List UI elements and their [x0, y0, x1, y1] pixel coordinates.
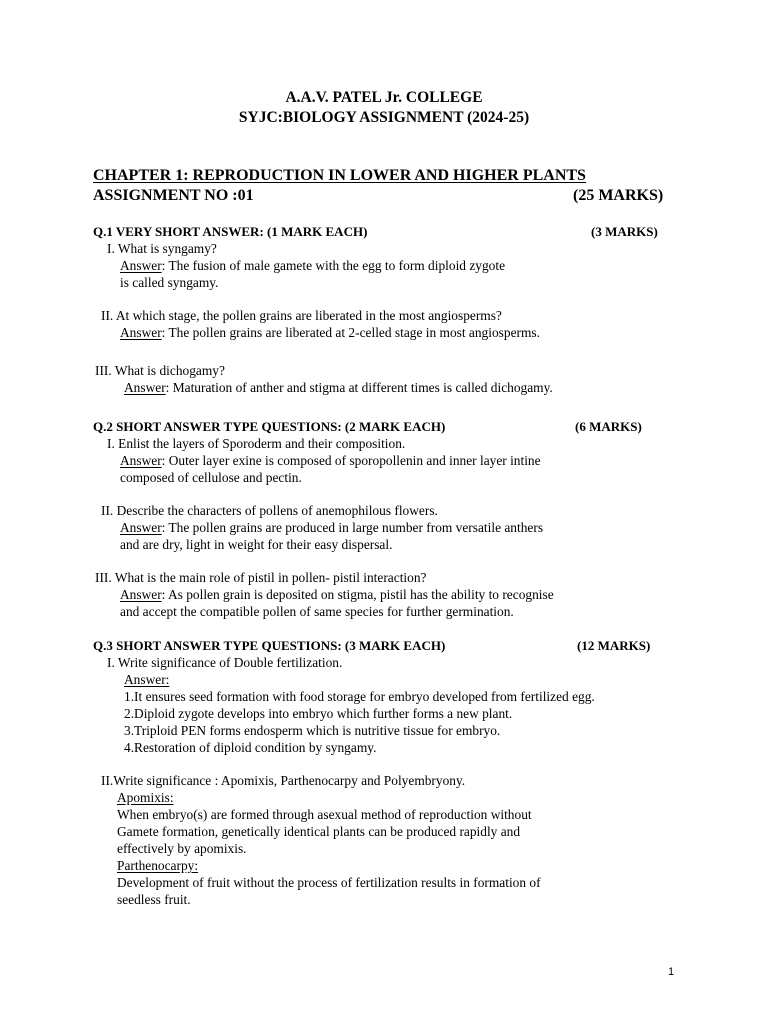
- apomixis-label: Apomixis:: [117, 790, 174, 805]
- q2-ii-question: II. Describe the characters of pollens of anemophilous flowers.: [101, 503, 438, 518]
- q3-i-point: 2.Diploid zygote develops into embryo which further forms a new plant.: [124, 706, 513, 721]
- answer-label: Answer: [124, 380, 166, 395]
- parthenocarpy-text: seedless fruit.: [117, 892, 191, 907]
- q1-marks: (3 MARKS): [591, 224, 658, 239]
- chapter-title: CHAPTER 1: REPRODUCTION IN LOWER AND HIGHER PLANTS: [93, 167, 586, 184]
- total-marks: (25 MARKS): [573, 187, 664, 204]
- q1-iii-answer: [124, 381, 553, 394]
- q1-i-answer-line2: is called syngamy.: [120, 275, 219, 290]
- answer-text: : Outer layer exine is composed of sporopollenin and inner layer intine: [161, 453, 541, 468]
- answer-text: : The fusion of male gamete with the egg to form diploid zygote: [161, 258, 506, 273]
- answer-label: Answer: [120, 453, 162, 468]
- q2-iii-answer: [120, 588, 554, 601]
- q3-marks: (12 MARKS): [577, 638, 651, 653]
- q3-heading: Q.3 SHORT ANSWER TYPE QUESTIONS: (3 MARK EACH): [93, 638, 446, 653]
- answer-label: Answer: [120, 520, 162, 535]
- parthenocarpy-label: Parthenocarpy:: [117, 858, 199, 873]
- apomixis-text: Gamete formation, genetically identical plants can be produced rapidly and: [117, 824, 521, 839]
- q1-i-question: I. What is syngamy?: [107, 241, 217, 256]
- q3-i-point: 1.It ensures seed formation with food storage for embryo developed from fertilized egg.: [124, 689, 595, 704]
- q2-ii-answer: [120, 521, 543, 534]
- apomixis-text: effectively by apomixis.: [117, 841, 247, 856]
- q3-ii-question: II.Write significance : Apomixis, Parthenocarpy and Polyembryony.: [101, 773, 466, 788]
- q1-ii-question: II. At which stage, the pollen grains are liberated in the most angiosperms?: [101, 308, 502, 323]
- q3-i-answer-label: Answer:: [124, 672, 170, 687]
- q2-ii-answer-line2: and are dry, light in weight for their easy dispersal.: [120, 537, 393, 552]
- apomixis-text: When embryo(s) are formed through asexual method of reproduction without: [117, 807, 532, 822]
- parthenocarpy-text: Development of fruit without the process of fertilization results in formation of: [117, 875, 541, 890]
- q1-ii-answer: [120, 326, 540, 339]
- answer-text: : As pollen grain is deposited on stigma, pistil has the ability to recognise: [161, 587, 554, 602]
- q2-i-question: I. Enlist the layers of Sporoderm and their composition.: [107, 436, 406, 451]
- answer-label: Answer: [120, 587, 162, 602]
- q2-iii-answer-line2: and accept the compatible pollen of same species for further germination.: [120, 604, 514, 619]
- answer-text: : Maturation of anther and stigma at different times is called dichogamy.: [165, 380, 553, 395]
- answer-label: Answer: [120, 258, 162, 273]
- q2-iii-question: III. What is the main role of pistil in pollen- pistil interaction?: [95, 570, 427, 585]
- q3-i-point: 4.Restoration of diploid condition by syngamy.: [124, 740, 377, 755]
- q3-i-question: I. Write significance of Double fertilization.: [107, 655, 343, 670]
- q2-i-answer: [120, 454, 541, 467]
- page-number: 1: [668, 966, 675, 978]
- q1-i-answer: [120, 259, 505, 272]
- assignment-number: ASSIGNMENT NO :01: [93, 187, 254, 204]
- answer-text: : The pollen grains are liberated at 2-celled stage in most angiosperms.: [161, 325, 540, 340]
- q2-marks: (6 MARKS): [575, 419, 642, 434]
- q2-heading: Q.2 SHORT ANSWER TYPE QUESTIONS: (2 MARK EACH): [93, 419, 446, 434]
- college-name: A.A.V. PATEL Jr. COLLEGE: [285, 89, 483, 106]
- q2-i-answer-line2: composed of cellulose and pectin.: [120, 470, 302, 485]
- answer-text: : The pollen grains are produced in large number from versatile anthers: [161, 520, 544, 535]
- q1-iii-question: III. What is dichogamy?: [95, 363, 225, 378]
- assignment-title: SYJC:BIOLOGY ASSIGNMENT (2024-25): [238, 109, 530, 126]
- q1-heading: Q.1 VERY SHORT ANSWER: (1 MARK EACH): [93, 224, 368, 239]
- answer-label: Answer: [120, 325, 162, 340]
- q3-i-point: 3.Triploid PEN forms endosperm which is nutritive tissue for embryo.: [124, 723, 501, 738]
